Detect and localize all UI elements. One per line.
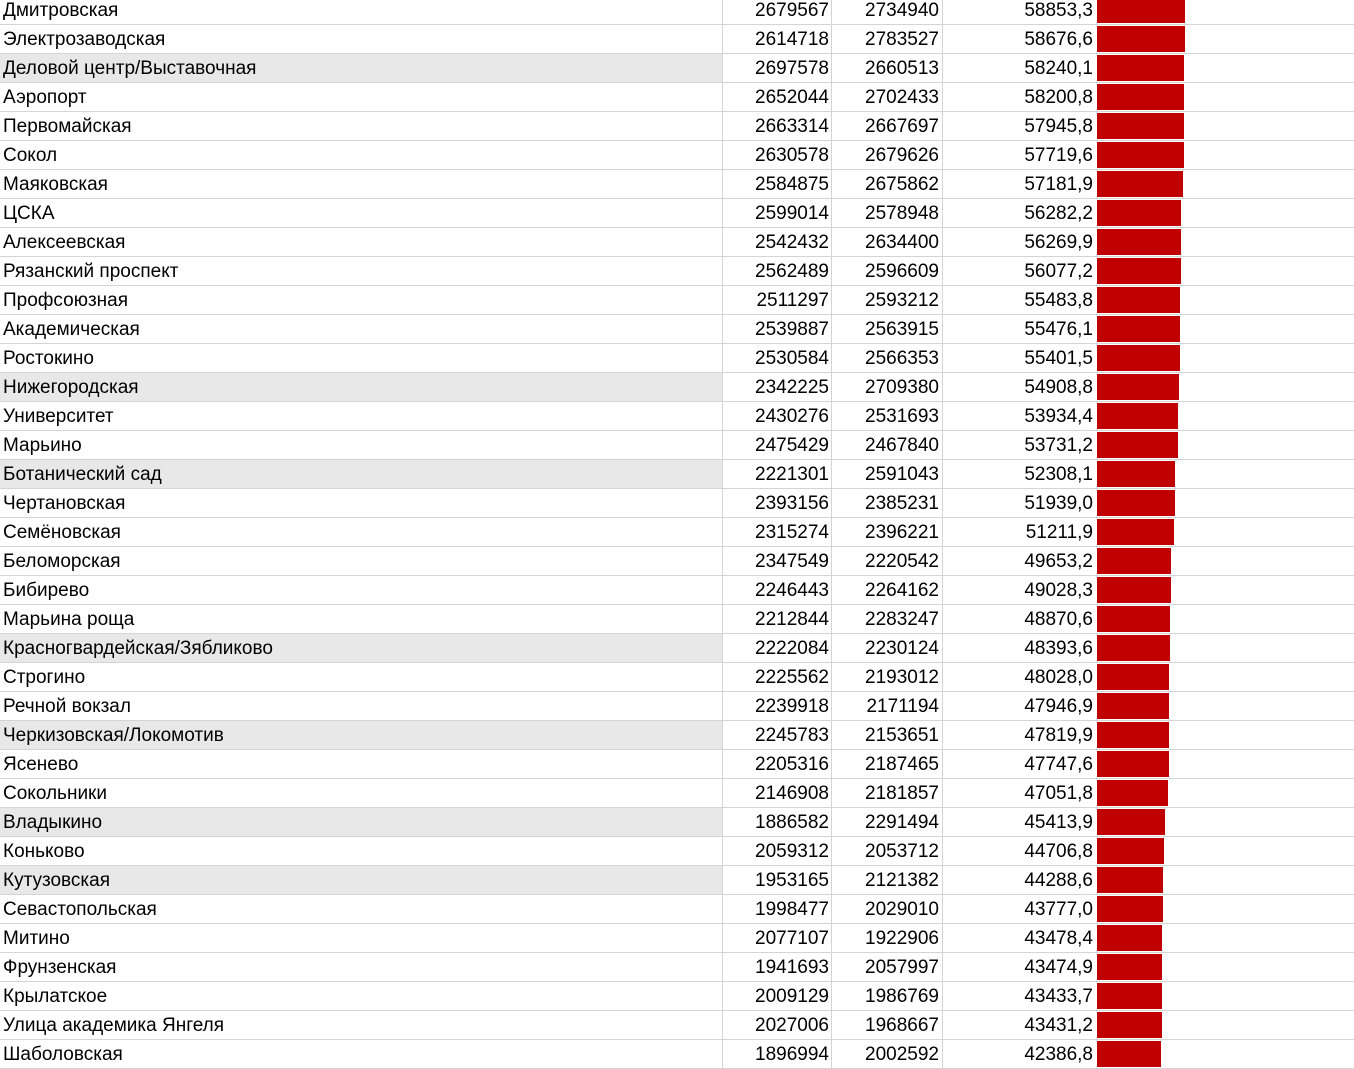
- data-bar: [1097, 461, 1175, 487]
- value-2-cell[interactable]: 2171194: [832, 692, 943, 720]
- value-1-cell[interactable]: 2342225: [723, 373, 832, 401]
- data-bar: [1097, 432, 1178, 458]
- value-3-cell[interactable]: 53731,2: [1024, 435, 1093, 456]
- value-1-cell[interactable]: 2146908: [723, 779, 832, 807]
- station-name-cell[interactable]: Крылатское: [0, 982, 723, 1010]
- data-bar-cell[interactable]: [1095, 431, 1354, 459]
- value-2-cell[interactable]: 2187465: [832, 750, 943, 778]
- data-bar-cell[interactable]: [1095, 1040, 1354, 1068]
- data-bar: [1097, 229, 1181, 255]
- value-2-cell[interactable]: 2121382: [832, 866, 943, 894]
- data-bar: [1097, 258, 1181, 284]
- data-bar-cell[interactable]: [1095, 489, 1354, 517]
- value-1-cell[interactable]: 1896994: [723, 1040, 832, 1068]
- data-bar: [1097, 780, 1168, 806]
- value-3-cell[interactable]: 43433,7: [1024, 986, 1093, 1007]
- data-bar-cell[interactable]: [1095, 634, 1354, 662]
- data-bar-cell[interactable]: [1095, 170, 1354, 198]
- value-3-cell[interactable]: 45413,9: [1024, 812, 1093, 833]
- value-2-cell[interactable]: 2734940: [832, 0, 943, 24]
- value-1-cell[interactable]: 2246443: [723, 576, 832, 604]
- value-1-cell[interactable]: 2393156: [723, 489, 832, 517]
- value-2-cell[interactable]: 2596609: [832, 257, 943, 285]
- value-2-cell[interactable]: 2578948: [832, 199, 943, 227]
- table-row: [0, 112, 1354, 141]
- station-name-cell[interactable]: Аэропорт: [0, 83, 723, 111]
- table-row: [0, 402, 1354, 431]
- value-3-cell[interactable]: 54908,8: [1024, 377, 1093, 398]
- data-bar: [1097, 142, 1184, 168]
- data-bar-cell[interactable]: [1095, 576, 1354, 604]
- value-1-cell[interactable]: 2315274: [723, 518, 832, 546]
- table-row: [0, 315, 1354, 344]
- value-2-cell[interactable]: 2467840: [832, 431, 943, 459]
- table-row: [0, 1011, 1354, 1040]
- station-name-cell[interactable]: Рязанский проспект: [0, 257, 723, 285]
- value-3-cell[interactable]: 44288,6: [1024, 870, 1093, 891]
- data-bar-cell[interactable]: [1095, 228, 1354, 256]
- station-name-cell[interactable]: Деловой центр/Выставочная: [0, 54, 723, 82]
- table-row: [0, 228, 1354, 257]
- table-row: [0, 895, 1354, 924]
- data-bar: [1097, 867, 1163, 893]
- value-3-cell[interactable]: 53934,4: [1024, 406, 1093, 427]
- value-1-cell[interactable]: 2630578: [723, 141, 832, 169]
- station-name-cell[interactable]: Севастопольская: [0, 895, 723, 923]
- value-2-cell[interactable]: 2153651: [832, 721, 943, 749]
- table-row: [0, 924, 1354, 953]
- value-3-cell[interactable]: 49653,2: [1024, 551, 1093, 572]
- table-row: [0, 663, 1354, 692]
- station-name-cell[interactable]: Марьина роща: [0, 605, 723, 633]
- value-2-cell[interactable]: 2675862: [832, 170, 943, 198]
- station-name-cell[interactable]: Ростокино: [0, 344, 723, 372]
- value-2-cell[interactable]: 2531693: [832, 402, 943, 430]
- value-3-cell[interactable]: 43474,9: [1024, 957, 1093, 978]
- value-2-cell[interactable]: 2783527: [832, 25, 943, 53]
- table-row: [0, 547, 1354, 576]
- table-row: [0, 489, 1354, 518]
- table-row: [0, 634, 1354, 663]
- value-2-cell[interactable]: 2396221: [832, 518, 943, 546]
- value-2-cell[interactable]: 2220542: [832, 547, 943, 575]
- value-3-cell[interactable]: 57945,8: [1024, 116, 1093, 137]
- data-bar: [1097, 490, 1175, 516]
- value-2-cell[interactable]: 2563915: [832, 315, 943, 343]
- value-2-cell[interactable]: 2057997: [832, 953, 943, 981]
- data-bar: [1097, 606, 1170, 632]
- table-row: [0, 0, 1354, 25]
- station-name-cell[interactable]: Черкизовская/Локомотив: [0, 721, 723, 749]
- data-bar-cell[interactable]: [1095, 895, 1354, 923]
- data-bar: [1097, 693, 1169, 719]
- value-2-cell[interactable]: 2667697: [832, 112, 943, 140]
- value-3-cell[interactable]: 48393,6: [1024, 638, 1093, 659]
- table-row: [0, 25, 1354, 54]
- data-bar-cell[interactable]: [1095, 83, 1354, 111]
- data-bar-cell[interactable]: [1095, 344, 1354, 372]
- station-name-cell[interactable]: Кутузовская: [0, 866, 723, 894]
- table-row: [0, 982, 1354, 1011]
- value-3-cell[interactable]: 44706,8: [1024, 841, 1093, 862]
- data-bar-cell[interactable]: [1095, 837, 1354, 865]
- value-1-cell[interactable]: 2347549: [723, 547, 832, 575]
- value-2-cell[interactable]: 2709380: [832, 373, 943, 401]
- data-bar: [1097, 374, 1179, 400]
- data-bar: [1097, 1041, 1161, 1067]
- value-1-cell[interactable]: 2530584: [723, 344, 832, 372]
- value-1-cell[interactable]: 2245783: [723, 721, 832, 749]
- value-3-cell[interactable]: 47747,6: [1024, 754, 1093, 775]
- value-2-cell[interactable]: 2283247: [832, 605, 943, 633]
- table-row: [0, 808, 1354, 837]
- table-row: [0, 721, 1354, 750]
- data-bar: [1097, 316, 1180, 342]
- table-row: [0, 837, 1354, 866]
- station-name-cell[interactable]: Владыкино: [0, 808, 723, 836]
- value-3-cell[interactable]: 52308,1: [1024, 464, 1093, 485]
- value-3-cell[interactable]: 58853,3: [1024, 0, 1093, 21]
- data-bar: [1097, 55, 1184, 81]
- data-bar-cell[interactable]: [1095, 692, 1354, 720]
- station-name-cell[interactable]: Электрозаводская: [0, 25, 723, 53]
- value-3-cell[interactable]: 56269,9: [1024, 232, 1093, 253]
- value-1-cell[interactable]: 2225562: [723, 663, 832, 691]
- value-2-cell[interactable]: 2002592: [832, 1040, 943, 1068]
- data-bar-cell[interactable]: [1095, 141, 1354, 169]
- value-1-cell[interactable]: 1941693: [723, 953, 832, 981]
- data-bar-cell[interactable]: [1095, 518, 1354, 546]
- value-1-cell[interactable]: 2663314: [723, 112, 832, 140]
- value-1-cell[interactable]: 1886582: [723, 808, 832, 836]
- data-bar: [1097, 925, 1162, 951]
- value-1-cell[interactable]: 2212844: [723, 605, 832, 633]
- value-3-cell[interactable]: 55483,8: [1024, 290, 1093, 311]
- value-2-cell[interactable]: 1968667: [832, 1011, 943, 1039]
- value-3-cell[interactable]: 49028,3: [1024, 580, 1093, 601]
- station-name-cell[interactable]: Университет: [0, 402, 723, 430]
- value-2-cell[interactable]: 2053712: [832, 837, 943, 865]
- data-bar-cell[interactable]: [1095, 982, 1354, 1010]
- station-name-cell[interactable]: Ясенево: [0, 750, 723, 778]
- station-name-cell[interactable]: Сокольники: [0, 779, 723, 807]
- value-2-cell[interactable]: 2291494: [832, 808, 943, 836]
- data-bar-cell[interactable]: [1095, 1011, 1354, 1039]
- value-3-cell[interactable]: 51211,9: [1025, 522, 1093, 543]
- value-2-cell[interactable]: 2593212: [832, 286, 943, 314]
- data-bar: [1097, 200, 1181, 226]
- data-bar: [1097, 0, 1185, 23]
- data-bar-cell[interactable]: [1095, 373, 1354, 401]
- value-1-cell[interactable]: 2539887: [723, 315, 832, 343]
- table-row: [0, 373, 1354, 402]
- value-1-cell[interactable]: 2205316: [723, 750, 832, 778]
- value-3-cell[interactable]: 55401,5: [1024, 348, 1093, 369]
- value-1-cell[interactable]: 1998477: [723, 895, 832, 923]
- value-2-cell[interactable]: 2679626: [832, 141, 943, 169]
- station-name-cell[interactable]: Сокол: [0, 141, 723, 169]
- station-name-cell[interactable]: Профсоюзная: [0, 286, 723, 314]
- data-bar-cell[interactable]: [1095, 402, 1354, 430]
- value-1-cell[interactable]: 2009129: [723, 982, 832, 1010]
- value-3-cell[interactable]: 58200,8: [1024, 87, 1093, 108]
- value-1-cell[interactable]: 2027006: [723, 1011, 832, 1039]
- value-3-cell[interactable]: 48028,0: [1024, 667, 1093, 688]
- station-name-cell[interactable]: Речной вокзал: [0, 692, 723, 720]
- data-bar: [1097, 403, 1178, 429]
- data-bar: [1097, 954, 1162, 980]
- value-1-cell[interactable]: 2599014: [723, 199, 832, 227]
- station-name-cell[interactable]: Марьино: [0, 431, 723, 459]
- data-bar-cell[interactable]: [1095, 315, 1354, 343]
- station-name-cell[interactable]: Коньково: [0, 837, 723, 865]
- data-bar: [1097, 577, 1171, 603]
- station-name-cell[interactable]: Академическая: [0, 315, 723, 343]
- value-3-cell[interactable]: 51939,0: [1024, 493, 1093, 514]
- data-bar-cell[interactable]: [1095, 721, 1354, 749]
- data-bar: [1097, 722, 1169, 748]
- table-row: [0, 170, 1354, 199]
- data-bar-cell[interactable]: [1095, 54, 1354, 82]
- value-3-cell[interactable]: 47051,8: [1024, 783, 1093, 804]
- value-2-cell[interactable]: 1922906: [832, 924, 943, 952]
- table-row: [0, 141, 1354, 170]
- table-row: [0, 54, 1354, 83]
- station-name-cell[interactable]: Алексеевская: [0, 228, 723, 256]
- data-bar: [1097, 84, 1184, 110]
- value-3-cell[interactable]: 48870,6: [1024, 609, 1093, 630]
- value-1-cell[interactable]: 2222084: [723, 634, 832, 662]
- table-row: [0, 286, 1354, 315]
- data-bar: [1097, 345, 1180, 371]
- table-row: [0, 344, 1354, 373]
- data-bar-cell[interactable]: [1095, 750, 1354, 778]
- data-bar: [1097, 519, 1174, 545]
- station-name-cell[interactable]: Улица академика Янгеля: [0, 1011, 723, 1039]
- table-row: [0, 692, 1354, 721]
- data-bar-cell[interactable]: [1095, 663, 1354, 691]
- data-bar-cell[interactable]: [1095, 605, 1354, 633]
- table-row: [0, 1040, 1354, 1069]
- value-3-cell[interactable]: 55476,1: [1024, 319, 1093, 340]
- data-bar-cell[interactable]: [1095, 199, 1354, 227]
- value-3-cell[interactable]: 43478,4: [1024, 928, 1093, 949]
- value-2-cell[interactable]: 2591043: [832, 460, 943, 488]
- value-1-cell[interactable]: 1953165: [723, 866, 832, 894]
- table-row: [0, 605, 1354, 634]
- data-bar-cell[interactable]: [1095, 808, 1354, 836]
- table-row: [0, 199, 1354, 228]
- data-bar-cell[interactable]: [1095, 866, 1354, 894]
- data-bar: [1097, 548, 1171, 574]
- data-bar: [1097, 113, 1184, 139]
- value-2-cell[interactable]: 2264162: [832, 576, 943, 604]
- data-bar-cell[interactable]: [1095, 953, 1354, 981]
- value-3-cell[interactable]: 43777,0: [1024, 899, 1093, 920]
- value-3-cell[interactable]: 57181,9: [1024, 174, 1093, 195]
- data-bar-cell[interactable]: [1095, 547, 1354, 575]
- value-1-cell[interactable]: 2059312: [723, 837, 832, 865]
- station-name-cell[interactable]: Нижегородская: [0, 373, 723, 401]
- table-row: [0, 576, 1354, 605]
- value-3-cell[interactable]: 56077,2: [1024, 261, 1093, 282]
- value-2-cell[interactable]: 2029010: [832, 895, 943, 923]
- table-row: [0, 431, 1354, 460]
- value-2-cell[interactable]: 2660513: [832, 54, 943, 82]
- table-row: [0, 83, 1354, 112]
- value-1-cell[interactable]: 2584875: [723, 170, 832, 198]
- station-name-cell[interactable]: Красногвардейская/Зябликово: [0, 634, 723, 662]
- value-3-cell[interactable]: 47946,9: [1024, 696, 1093, 717]
- value-2-cell[interactable]: 2181857: [832, 779, 943, 807]
- value-2-cell[interactable]: 2566353: [832, 344, 943, 372]
- station-name-cell[interactable]: Дмитровская: [0, 0, 723, 24]
- data-bar-cell[interactable]: [1095, 112, 1354, 140]
- value-3-cell[interactable]: 47819,9: [1024, 725, 1093, 746]
- value-2-cell[interactable]: 2385231: [832, 489, 943, 517]
- data-bar: [1097, 838, 1164, 864]
- table-row: [0, 953, 1354, 982]
- station-name-cell[interactable]: Маяковская: [0, 170, 723, 198]
- station-name-cell[interactable]: Семёновская: [0, 518, 723, 546]
- value-1-cell[interactable]: 2475429: [723, 431, 832, 459]
- value-3-cell[interactable]: 58240,1: [1024, 58, 1093, 79]
- data-bar: [1097, 896, 1163, 922]
- value-2-cell[interactable]: 2702433: [832, 83, 943, 111]
- table-row: [0, 750, 1354, 779]
- station-name-cell[interactable]: Митино: [0, 924, 723, 952]
- table-row: [0, 257, 1354, 286]
- station-name-cell[interactable]: Фрунзенская: [0, 953, 723, 981]
- data-bar-cell[interactable]: [1095, 286, 1354, 314]
- data-bar-cell[interactable]: [1095, 25, 1354, 53]
- data-bar-cell[interactable]: [1095, 460, 1354, 488]
- station-name-cell[interactable]: Первомайская: [0, 112, 723, 140]
- table-row: [0, 518, 1354, 547]
- data-bar: [1097, 664, 1169, 690]
- table-row: [0, 866, 1354, 895]
- value-2-cell[interactable]: 2193012: [832, 663, 943, 691]
- station-name-cell[interactable]: Шаболовская: [0, 1040, 723, 1068]
- value-1-cell[interactable]: 2221301: [723, 460, 832, 488]
- data-bar: [1097, 171, 1183, 197]
- value-3-cell[interactable]: 43431,2: [1024, 1015, 1093, 1036]
- station-name-cell[interactable]: ЦСКА: [0, 199, 723, 227]
- data-bar: [1097, 983, 1162, 1009]
- value-2-cell[interactable]: 2634400: [832, 228, 943, 256]
- value-3-cell[interactable]: 56282,2: [1024, 203, 1093, 224]
- data-bar: [1097, 809, 1165, 835]
- value-1-cell[interactable]: 2614718: [723, 25, 832, 53]
- value-1-cell[interactable]: 2542432: [723, 228, 832, 256]
- station-name-cell[interactable]: Чертановская: [0, 489, 723, 517]
- value-1-cell[interactable]: 2511297: [723, 286, 832, 314]
- value-1-cell[interactable]: 2239918: [723, 692, 832, 720]
- value-3-cell[interactable]: 57719,6: [1024, 145, 1093, 166]
- value-3-cell[interactable]: 58676,6: [1024, 29, 1093, 50]
- data-bar: [1097, 751, 1169, 777]
- station-name-cell[interactable]: Беломорская: [0, 547, 723, 575]
- data-bar-cell[interactable]: [1095, 0, 1354, 24]
- value-2-cell[interactable]: 2230124: [832, 634, 943, 662]
- table-row: [0, 779, 1354, 808]
- value-1-cell[interactable]: 2679567: [723, 0, 832, 24]
- value-1-cell[interactable]: 2652044: [723, 83, 832, 111]
- data-bar: [1097, 635, 1170, 661]
- data-bar: [1097, 287, 1180, 313]
- data-bar-cell[interactable]: [1095, 257, 1354, 285]
- value-3-cell[interactable]: 42386,8: [1024, 1044, 1093, 1065]
- value-1-cell[interactable]: 2562489: [723, 257, 832, 285]
- value-2-cell[interactable]: 1986769: [832, 982, 943, 1010]
- table-row: [0, 460, 1354, 489]
- station-name-cell[interactable]: Бибирево: [0, 576, 723, 604]
- station-name-cell[interactable]: Строгино: [0, 663, 723, 691]
- data-bar: [1097, 26, 1185, 52]
- value-1-cell[interactable]: 2697578: [723, 54, 832, 82]
- data-bar-cell[interactable]: [1095, 924, 1354, 952]
- station-name-cell[interactable]: Ботанический сад: [0, 460, 723, 488]
- value-1-cell[interactable]: 2077107: [723, 924, 832, 952]
- data-bar-cell[interactable]: [1095, 779, 1354, 807]
- value-1-cell[interactable]: 2430276: [723, 402, 832, 430]
- data-bar: [1097, 1012, 1162, 1038]
